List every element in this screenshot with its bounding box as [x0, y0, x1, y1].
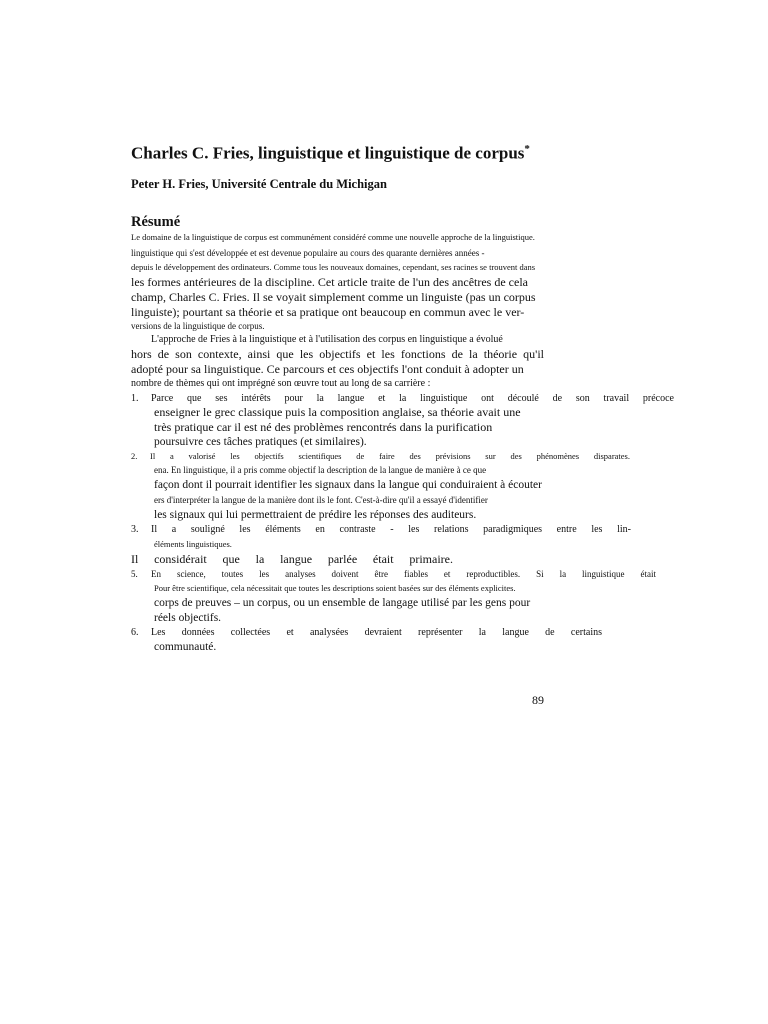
abstract-line: L'approche de Fries à la linguistique et à l'utilisation des corpus en linguistique a évolué — [151, 334, 503, 345]
author-line: Peter H. Fries, Université Centrale du Michigan — [131, 177, 387, 191]
abstract-line: depuis le développement des ordinateurs. Comme tous les nouveaux domaines, cependant, ses racines se trouvent dans — [131, 262, 536, 272]
item-line: façon dont il pourrait identifier les signaux dans la langue qui conduiraient à écouter — [154, 479, 542, 491]
abstract-line: versions de la linguistique de corpus. — [131, 321, 265, 331]
abstract-line: Le domaine de la linguistique de corpus est communément considéré comme une nouvelle approche de la linguistique. — [131, 232, 535, 242]
item-line: Il a valorisé les objectifs scientifiques de faire des prévisions sur des phénomènes disparates. — [150, 452, 630, 461]
item-line: Il considérait que la langue parlée était primaire. — [131, 553, 453, 566]
abstract-line: adopté pour sa linguistique. Ce parcours et ces objectifs l'ont conduit à adopter un — [131, 362, 524, 376]
item-number: 3. — [131, 524, 139, 535]
item-line: ena. En linguistique, il a pris comme objectif la description de la langue de manière à ce que — [154, 465, 487, 475]
abstract-line: linguiste); pourtant sa théorie et sa pratique ont beaucoup en commun avec le ver- — [131, 305, 525, 319]
item-line: les signaux qui lui permettraient de prédire les réponses des auditeurs. — [154, 509, 477, 521]
item-line: En science, toutes les analyses doivent être fiables et reproductibles. Si la linguistique était — [151, 569, 656, 579]
item-line: réels objectifs. — [154, 612, 222, 624]
page-number: 89 — [532, 693, 544, 707]
item-number: 6. — [131, 627, 139, 638]
item-line: enseigner le grec classique puis la composition anglaise, sa théorie avait une — [154, 405, 521, 419]
article-title — [131, 143, 530, 163]
title-footnote-mark: * — [524, 143, 530, 155]
item-line: Pour être scientifique, cela nécessitait que toutes les descriptions soient basées sur des éléments explicites. — [154, 583, 516, 593]
item-number: 1. — [131, 393, 139, 404]
abstract-line: linguistique qui s'est développée et est devenue populaire au cours des quarante dernières années - — [131, 248, 485, 258]
item-line: Parce que ses intérêts pour la langue et la linguistique ont découlé de son travail précoce — [151, 393, 674, 404]
abstract-line: champ, Charles C. Fries. Il se voyait simplement comme un linguiste (pas un corpus — [131, 290, 536, 304]
item-line: communauté. — [154, 641, 217, 653]
abstract-line: les formes antérieures de la discipline. Cet article traite de l'un des ancêtres de cela — [131, 275, 528, 289]
item-number: 5. — [131, 569, 138, 579]
section-heading: Résumé — [131, 214, 181, 230]
abstract-line: hors de son contexte, ainsi que les objectifs et les fonctions de la théorie qu'il — [131, 348, 544, 361]
abstract-line: nombre de thèmes qui ont imprégné son œuvre tout au long de sa carrière : — [131, 378, 431, 389]
item-line: Les données collectées et analysées devraient représenter la langue de certains — [151, 627, 602, 638]
item-number: 2. — [131, 451, 138, 461]
title-text: Charles C. Fries, linguistique et linguistique de corpus — [131, 143, 525, 163]
item-line: poursuivre ces tâches pratiques (et similaires). — [154, 436, 367, 448]
item-line: éléments linguistiques. — [154, 539, 232, 549]
item-line: ers d'interpréter la langue de la manière dont ils le font. C'est-à-dire qu'il a essayé d'identifier — [154, 495, 488, 505]
item-line: Il a souligné les éléments en contraste - les relations paradigmiques entre les lin- — [151, 524, 631, 535]
item-line: corps de preuves – un corpus, ou un ensemble de langage utilisé par les gens pour — [154, 597, 531, 609]
item-line: très pratique car il est né des problèmes rencontrés dans la purification — [154, 420, 493, 434]
